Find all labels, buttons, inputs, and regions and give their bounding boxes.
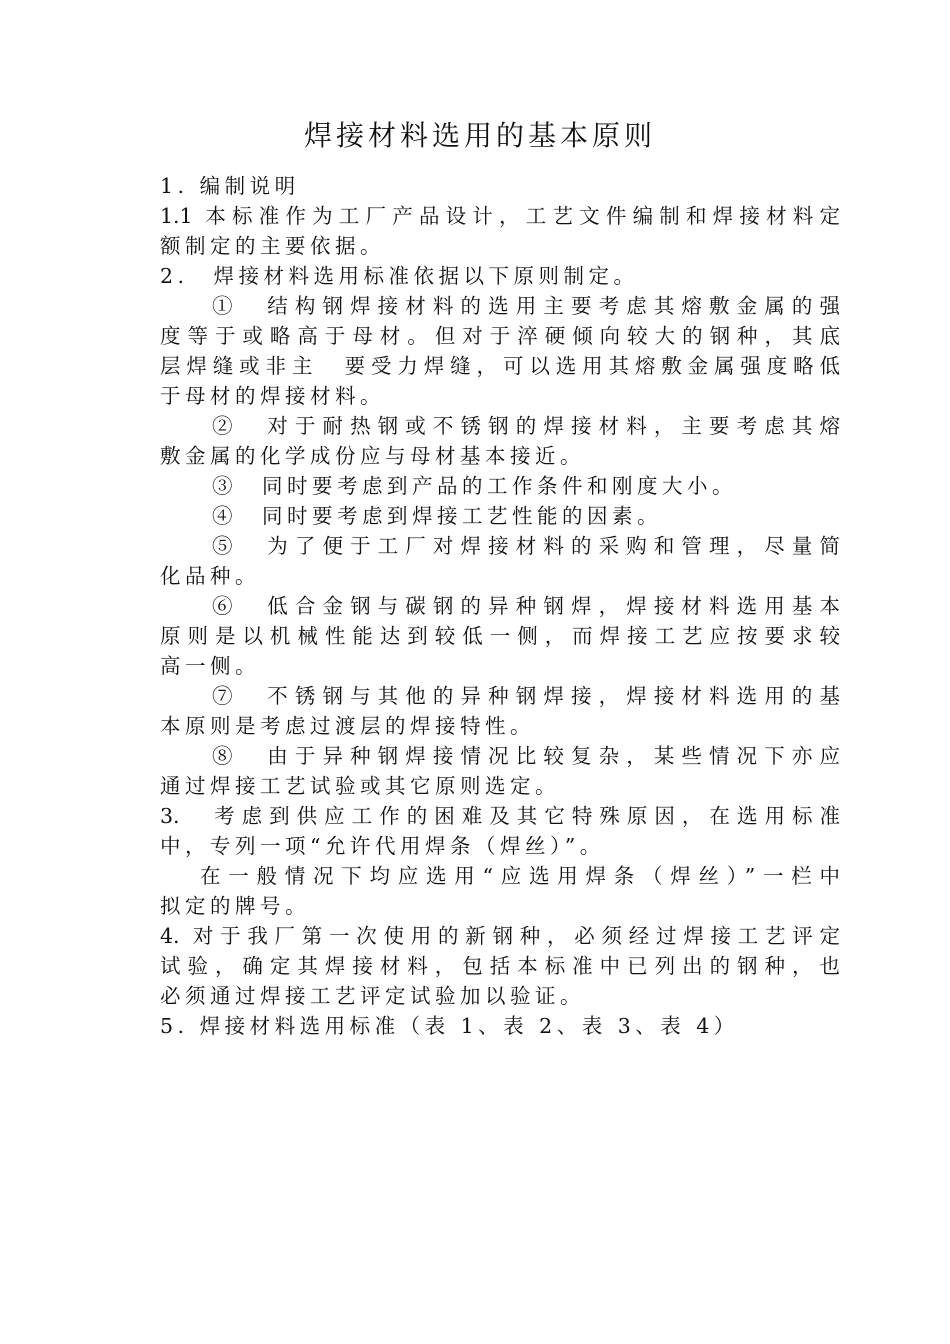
- paragraph-line: 中，专列一项“允许代用焊条（焊丝）”。: [160, 834, 605, 858]
- paragraph-line: 化品种。: [160, 564, 260, 588]
- list-item-7: ⑦ 不锈钢与其他的异种钢焊接，焊接材料选用的基: [212, 684, 840, 708]
- section-heading-2: 2. 焊接材料选用标准依据以下原则制定。: [160, 264, 639, 288]
- paragraph-line: 敷金属的化学成份应与母材基本接近。: [160, 444, 585, 468]
- document-title: 焊接材料选用的基本原则: [303, 119, 656, 152]
- paragraph-line: 拟定的牌号。: [160, 894, 310, 918]
- list-item-4: ④ 同时要考虑到焊接工艺性能的因素。: [212, 504, 662, 528]
- section-heading-3: 3. 考虑到供应工作的困难及其它特殊原因，在选用标准: [160, 804, 840, 828]
- paragraph-line: 通过焊接工艺试验或其它原则选定。: [160, 774, 560, 798]
- list-item-8: ⑧ 由于异种钢焊接情况比较复杂，某些情况下亦应: [212, 744, 840, 768]
- paragraph-line: 试验，确定其焊接材料，包括本标准中已列出的钢种，也: [160, 954, 840, 978]
- list-item-2: ② 对于耐热钢或不锈钢的焊接材料，主要考虑其熔: [212, 414, 840, 438]
- paragraph-line: 本原则是考虑过渡层的焊接特性。: [160, 714, 535, 738]
- list-item-3: ③ 同时要考虑到产品的工作条件和刚度大小。: [212, 474, 737, 498]
- list-item-1: ① 结构钢焊接材料的选用主要考虑其熔敷金属的强: [212, 294, 840, 318]
- paragraph-line: 层焊缝或非主 要受力焊缝，可以选用其熔敷金属强度略低: [160, 354, 840, 378]
- paragraph-line: 在一般情况下均应选用“应选用焊条（焊丝）”一栏中: [200, 864, 840, 888]
- list-item-6: ⑥ 低合金钢与碳钢的异种钢焊，焊接材料选用基本: [212, 594, 840, 618]
- document-body: [160, 171, 840, 1041]
- paragraph-line: 原则是以机械性能达到较低一侧，而焊接工艺应按要求较: [160, 624, 840, 648]
- paragraph-line: 必须通过焊接工艺评定试验加以验证。: [160, 984, 585, 1008]
- section-heading-1: 1. 编制说明: [160, 174, 300, 198]
- paragraph-line: 1.1 本标准作为工厂产品设计，工艺文件编制和焊接材料定: [160, 204, 840, 228]
- paragraph-line: 额制定的主要依据。: [160, 234, 385, 258]
- paragraph-line: 高一侧。: [160, 654, 260, 678]
- section-heading-4: 4. 对于我厂第一次使用的新钢种，必须经过焊接工艺评定: [160, 924, 840, 948]
- section-heading-5: 5. 焊接材料选用标准（表 1、表 2、表 3、表 4）: [160, 1014, 739, 1038]
- paragraph-line: 于母材的焊接材料。: [160, 384, 385, 408]
- paragraph-line: 度等于或略高于母材。但对于淬硬倾向较大的钢种，其底: [160, 324, 840, 348]
- list-item-5: ⑤ 为了便于工厂对焊接材料的采购和管理，尽量简: [212, 534, 840, 558]
